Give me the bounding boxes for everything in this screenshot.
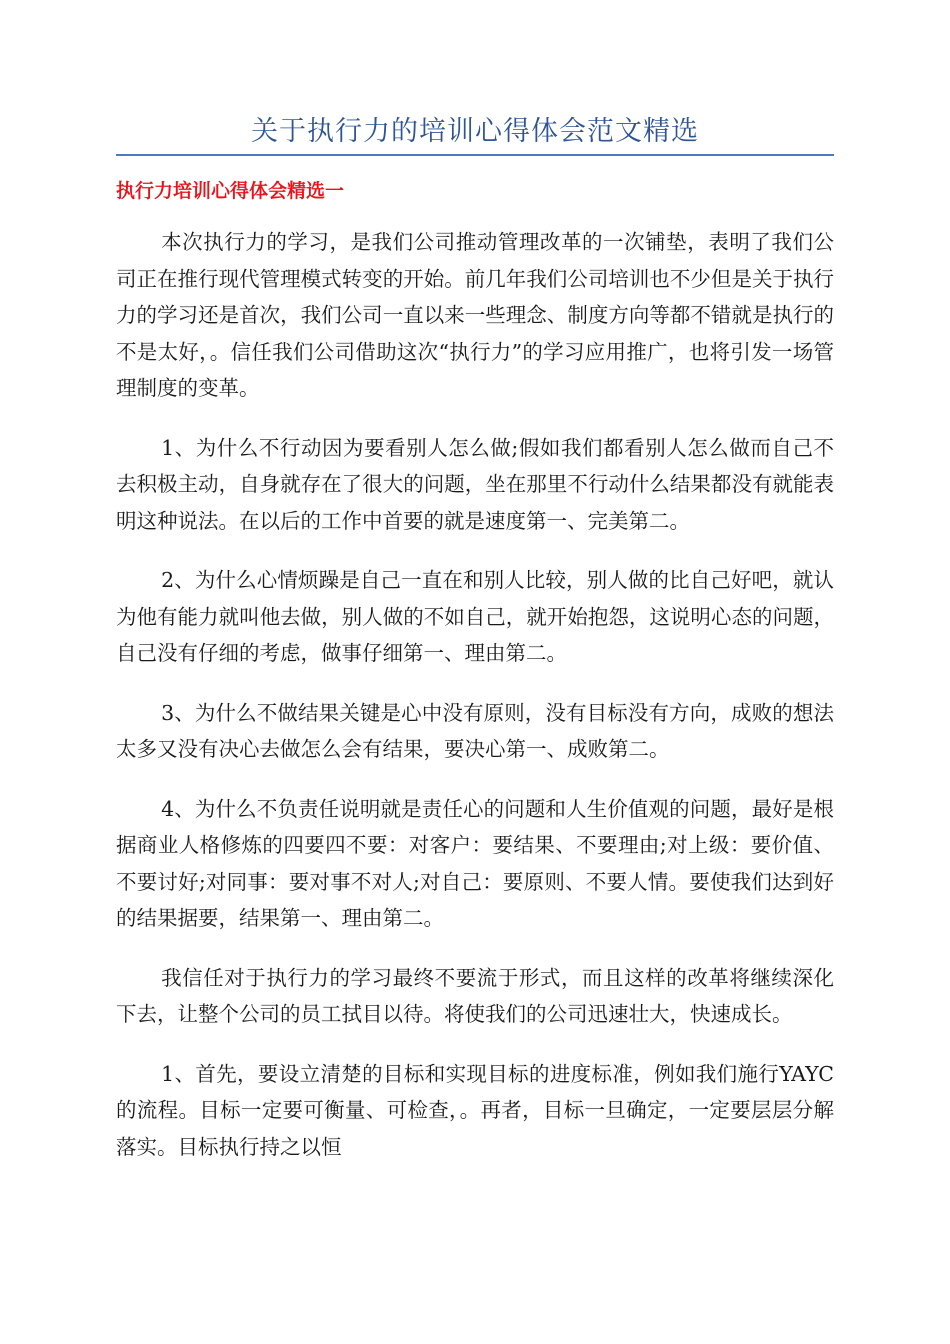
paragraph-point-4: 4、为什么不负责任说明就是责任心的问题和人生价值观的问题，最好是根据商业人格修炼的四要四不要：对客户：要结果、不要理由;对上级：要价值、不要讨好;对同事：要对事不对人;对自己：要原则、不要人情。要使我们达到好的结果据要，结果第一、理由第二。: [116, 796, 834, 930]
paragraph-point-2: 2、为什么心情烦躁是自己一直在和别人比较，别人做的比自己好吧，就认为他有能力就叫他去做，别人做的不如自己，就开始抱怨，这说明心态的问题，自己没有仔细的考虑，做事仔细第一、理由第二。: [116, 568, 834, 665]
paragraph-conclusion: 我信任对于执行力的学习最终不要流于形式，而且这样的改革将继续深化下去，让整个公司的员工拭目以待。将使我们的公司迅速壮大，快速成长。: [116, 965, 834, 1026]
paragraph-method-1: 1、首先，要设立清楚的目标和实现目标的进度标准，例如我们施行YAYC的流程。目标一定要可衡量、可检查，。再者，目标一旦确定，一定要层层分解落实。目标执行持之以恒: [116, 1061, 834, 1159]
paragraph-point-1: 1、为什么不行动因为要看别人怎么做;假如我们都看别人怎么做而自己不去积极主动，自身就存在了很大的问题，坐在那里不行动什么结果都没有就能表明这种说法。在以后的工作中首要的就是速度第一、完美第二。: [116, 435, 834, 533]
paragraph-intro: 本次执行力的学习，是我们公司推动管理改革的一次铺垫，表明了我们公司正在推行现代管理模式转变的开始。前几年我们公司培训也不少但是关于执行力的学习还是首次，我们公司一直以来一些理念、制度方向等都不错就是执行的不是太好，。信任我们公司借助这次“执行力”的学习应用推广，也将引发一场管理制度的变革。: [116, 230, 834, 400]
document-title: 关于执行力的培训心得体会范文精选: [251, 116, 699, 147]
document-body: [116, 224, 834, 1188]
section-heading: 执行力培训心得体会精选一: [116, 180, 345, 202]
paragraph-point-3: 3、为什么不做结果关键是心中没有原则，没有目标没有方向，成败的想法太多又没有决心去做怎么会有结果，要决心第一、成败第二。: [116, 700, 834, 761]
title-underline: [116, 154, 834, 156]
